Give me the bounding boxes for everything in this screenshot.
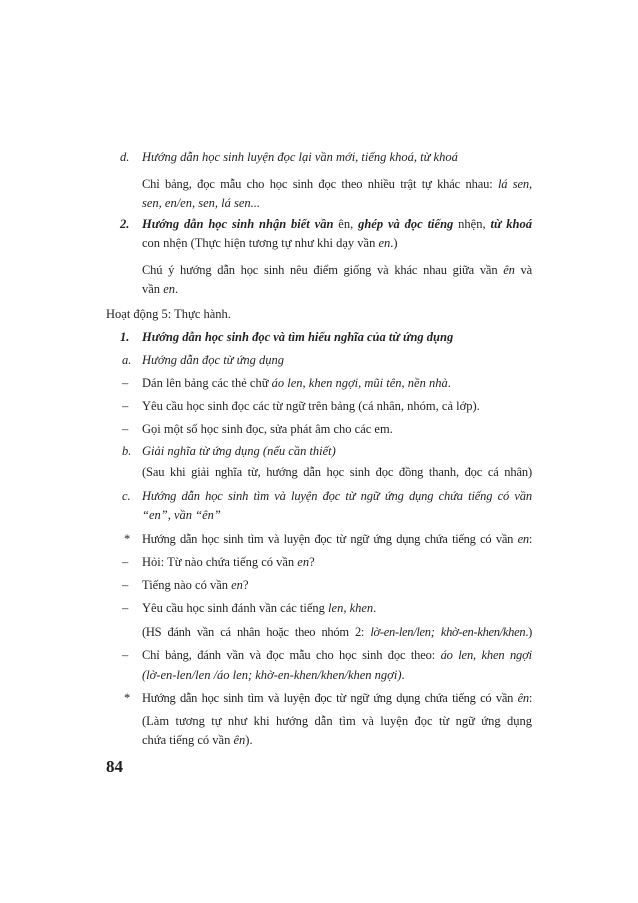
part-en-bullet-1-marker: – — [122, 555, 129, 569]
part-en-bullet-3-text: Yêu cầu học sinh đánh vần các tiếng — [142, 601, 329, 615]
item-d-line-1-example: lá sen, — [497, 177, 532, 191]
item-d-line-1-text: Chỉ bảng, đọc mẫu cho học sinh đọc theo nhiều trật tự khác nhau: — [142, 177, 498, 191]
part-en-heading — [142, 532, 532, 547]
part-en-bullet-1-rhyme: en — [297, 555, 310, 569]
item-c-title-line-1: Hướng dẫn học sinh tìm và luyện đọc từ ngữ ứng dụng chứa tiếng có vần — [142, 489, 532, 503]
part-en-circumflex-note-line-1: (Làm tương tự như khi hướng dẫn tìm và luyện đọc từ ngữ ứng dụng — [142, 714, 532, 728]
item-2-line-2-text: Chú ý hướng dẫn học sinh nêu điểm giống và khác nhau giữa vần — [142, 263, 504, 277]
part-en-circumflex-note-text: chứa tiếng có vần — [142, 733, 234, 747]
part-en-bullet-4-end: . — [401, 668, 405, 682]
item-a-bullet-1-end: . — [447, 376, 451, 390]
item-1-title: Hướng dẫn học sinh đọc và tìm hiểu nghĩa của từ ứng dụng — [142, 330, 454, 344]
part-en-spelling-note — [142, 625, 532, 640]
part-en-circumflex-heading-text: Hướng dẫn học sinh tìm và luyện đọc từ ngữ ứng dụng chứa tiếng có vần — [142, 691, 518, 705]
activity-heading: Hoạt động 5: Thực hành. — [106, 307, 231, 321]
part-en-circumflex-note-line-2 — [142, 733, 532, 748]
part-en-heading-text: Hướng dẫn học sinh tìm và luyện đọc từ ngữ ứng dụng chứa tiếng có vần — [142, 532, 518, 546]
part-en-spelling-note-text: (HS đánh vần cá nhân hoặc theo nhóm 2: — [142, 625, 371, 639]
part-en-bullet-1-end: ? — [309, 555, 315, 569]
part-en-heading-rhyme: en — [517, 532, 529, 546]
item-2-line-2 — [142, 263, 532, 278]
item-d-line-1 — [142, 177, 532, 192]
part-en-bullet-2-text: Tiếng nào có vần — [142, 578, 232, 592]
item-2-line-1-text: con nhện (Thực hiện tương tự như khi dạy vần — [142, 236, 379, 250]
item-a-bullet-1-words: áo len, khen ngợi, mũi tên, nền nhà — [271, 376, 448, 390]
item-a-marker: a. — [122, 353, 132, 367]
part-en-circumflex-note-rhyme: ên — [233, 733, 246, 747]
part-en-bullet-1 — [142, 555, 532, 570]
part-en-circumflex-heading-rhyme: ên — [517, 691, 529, 705]
part-en-bullet-3-end: . — [373, 601, 377, 615]
item-2-line-3-rhyme: en — [163, 282, 175, 296]
item-a-bullet-1-marker: – — [122, 376, 129, 390]
part-en-spelling-note-words: lờ-en-len/len; khờ-en-khen/khen — [370, 625, 526, 639]
part-en-bullet-2 — [142, 578, 532, 593]
item-2-title — [142, 217, 532, 232]
part-en-spelling-note-end: .) — [525, 625, 533, 639]
item-2-line-2-rhyme: ên — [503, 263, 515, 277]
part-en-bullet-4-spelling: (lờ-en-len/len /áo len; khờ-en-khen/khen/khen ngợi) — [142, 668, 402, 682]
part-en-bullet-2-rhyme: en — [231, 578, 243, 592]
part-en-circumflex-heading-end: : — [528, 691, 532, 705]
part-en-bullet-3-words: len, khen — [328, 601, 374, 615]
item-2-title-part-3: từ khoá — [485, 217, 533, 231]
item-2-title-word: nhện, — [458, 217, 486, 231]
item-2-title-part-2: ghép và đọc tiếng — [353, 217, 459, 231]
item-2-line-3-end: . — [175, 282, 179, 296]
item-a-bullet-1-text: Dán lên bảng các thẻ chữ — [142, 376, 272, 390]
item-d-title: Hướng dẫn học sinh luyện đọc lại vần mới, tiếng khoá, từ khoá — [142, 150, 458, 164]
item-d-marker: d. — [120, 150, 130, 164]
item-2-line-2-end: và — [514, 263, 532, 277]
item-b-title: Giải nghĩa từ ứng dụng (nếu cần thiết) — [142, 444, 336, 458]
item-b-note: (Sau khi giải nghĩa từ, hướng dẫn học sinh đọc đồng thanh, đọc cá nhân) — [142, 465, 532, 479]
part-en-heading-end: : — [528, 532, 532, 546]
part-en-bullet-3-marker: – — [122, 601, 129, 615]
item-a-bullet-3: Gọi một số học sinh đọc, sửa phát âm cho các em. — [142, 422, 393, 436]
part-en-bullet-2-end: ? — [242, 578, 249, 592]
part-en-circumflex-note-end: ). — [245, 733, 253, 747]
item-c-marker: c. — [122, 489, 131, 503]
item-b-marker: b. — [122, 444, 132, 458]
item-a-bullet-3-marker: – — [122, 422, 129, 436]
item-2-line-1-rhyme: en — [378, 236, 391, 250]
item-2-title-part-1: Hướng dẫn học sinh nhận biết vần — [142, 217, 339, 231]
part-en-bullet-3 — [142, 601, 532, 616]
item-a-bullet-2-marker: – — [122, 399, 129, 413]
item-d-line-2: sen, en/en, sen, lá sen... — [142, 196, 261, 210]
item-2-line-3-text: vần — [142, 282, 164, 296]
item-a-bullet-2: Yêu cầu học sinh đọc các từ ngữ trên bảng (cá nhân, nhóm, cả lớp). — [142, 399, 480, 413]
item-2-line-1 — [142, 236, 532, 251]
item-1-marker: 1. — [120, 330, 130, 344]
part-en-bullet-4-line-2 — [142, 668, 532, 683]
item-2-title-rhyme: ên, — [338, 217, 354, 231]
part-en-circumflex-marker: * — [124, 691, 131, 705]
item-c-title-line-2: “en”, vần “ên” — [142, 508, 221, 522]
part-en-circumflex-heading — [142, 691, 532, 706]
part-en-bullet-4-words: áo len, khen ngợi — [440, 648, 532, 662]
item-2-line-1-end: .) — [390, 236, 398, 250]
item-2-marker: 2. — [120, 217, 130, 231]
part-en-marker: * — [124, 532, 131, 546]
part-en-bullet-1-text: Hỏi: Từ nào chứa tiếng có vần — [142, 555, 298, 569]
item-a-bullet-1 — [142, 376, 532, 391]
part-en-bullet-4-marker: – — [122, 648, 129, 662]
item-a-title: Hướng dẫn đọc từ ứng dụng — [142, 353, 285, 367]
part-en-bullet-2-marker: – — [122, 578, 129, 592]
page-number: 84 — [106, 757, 123, 776]
item-2-line-3 — [142, 282, 532, 297]
part-en-bullet-4-text: Chỉ bảng, đánh vần và đọc mẫu cho học sinh đọc theo: — [142, 648, 441, 662]
part-en-bullet-4-line-1 — [142, 648, 532, 663]
